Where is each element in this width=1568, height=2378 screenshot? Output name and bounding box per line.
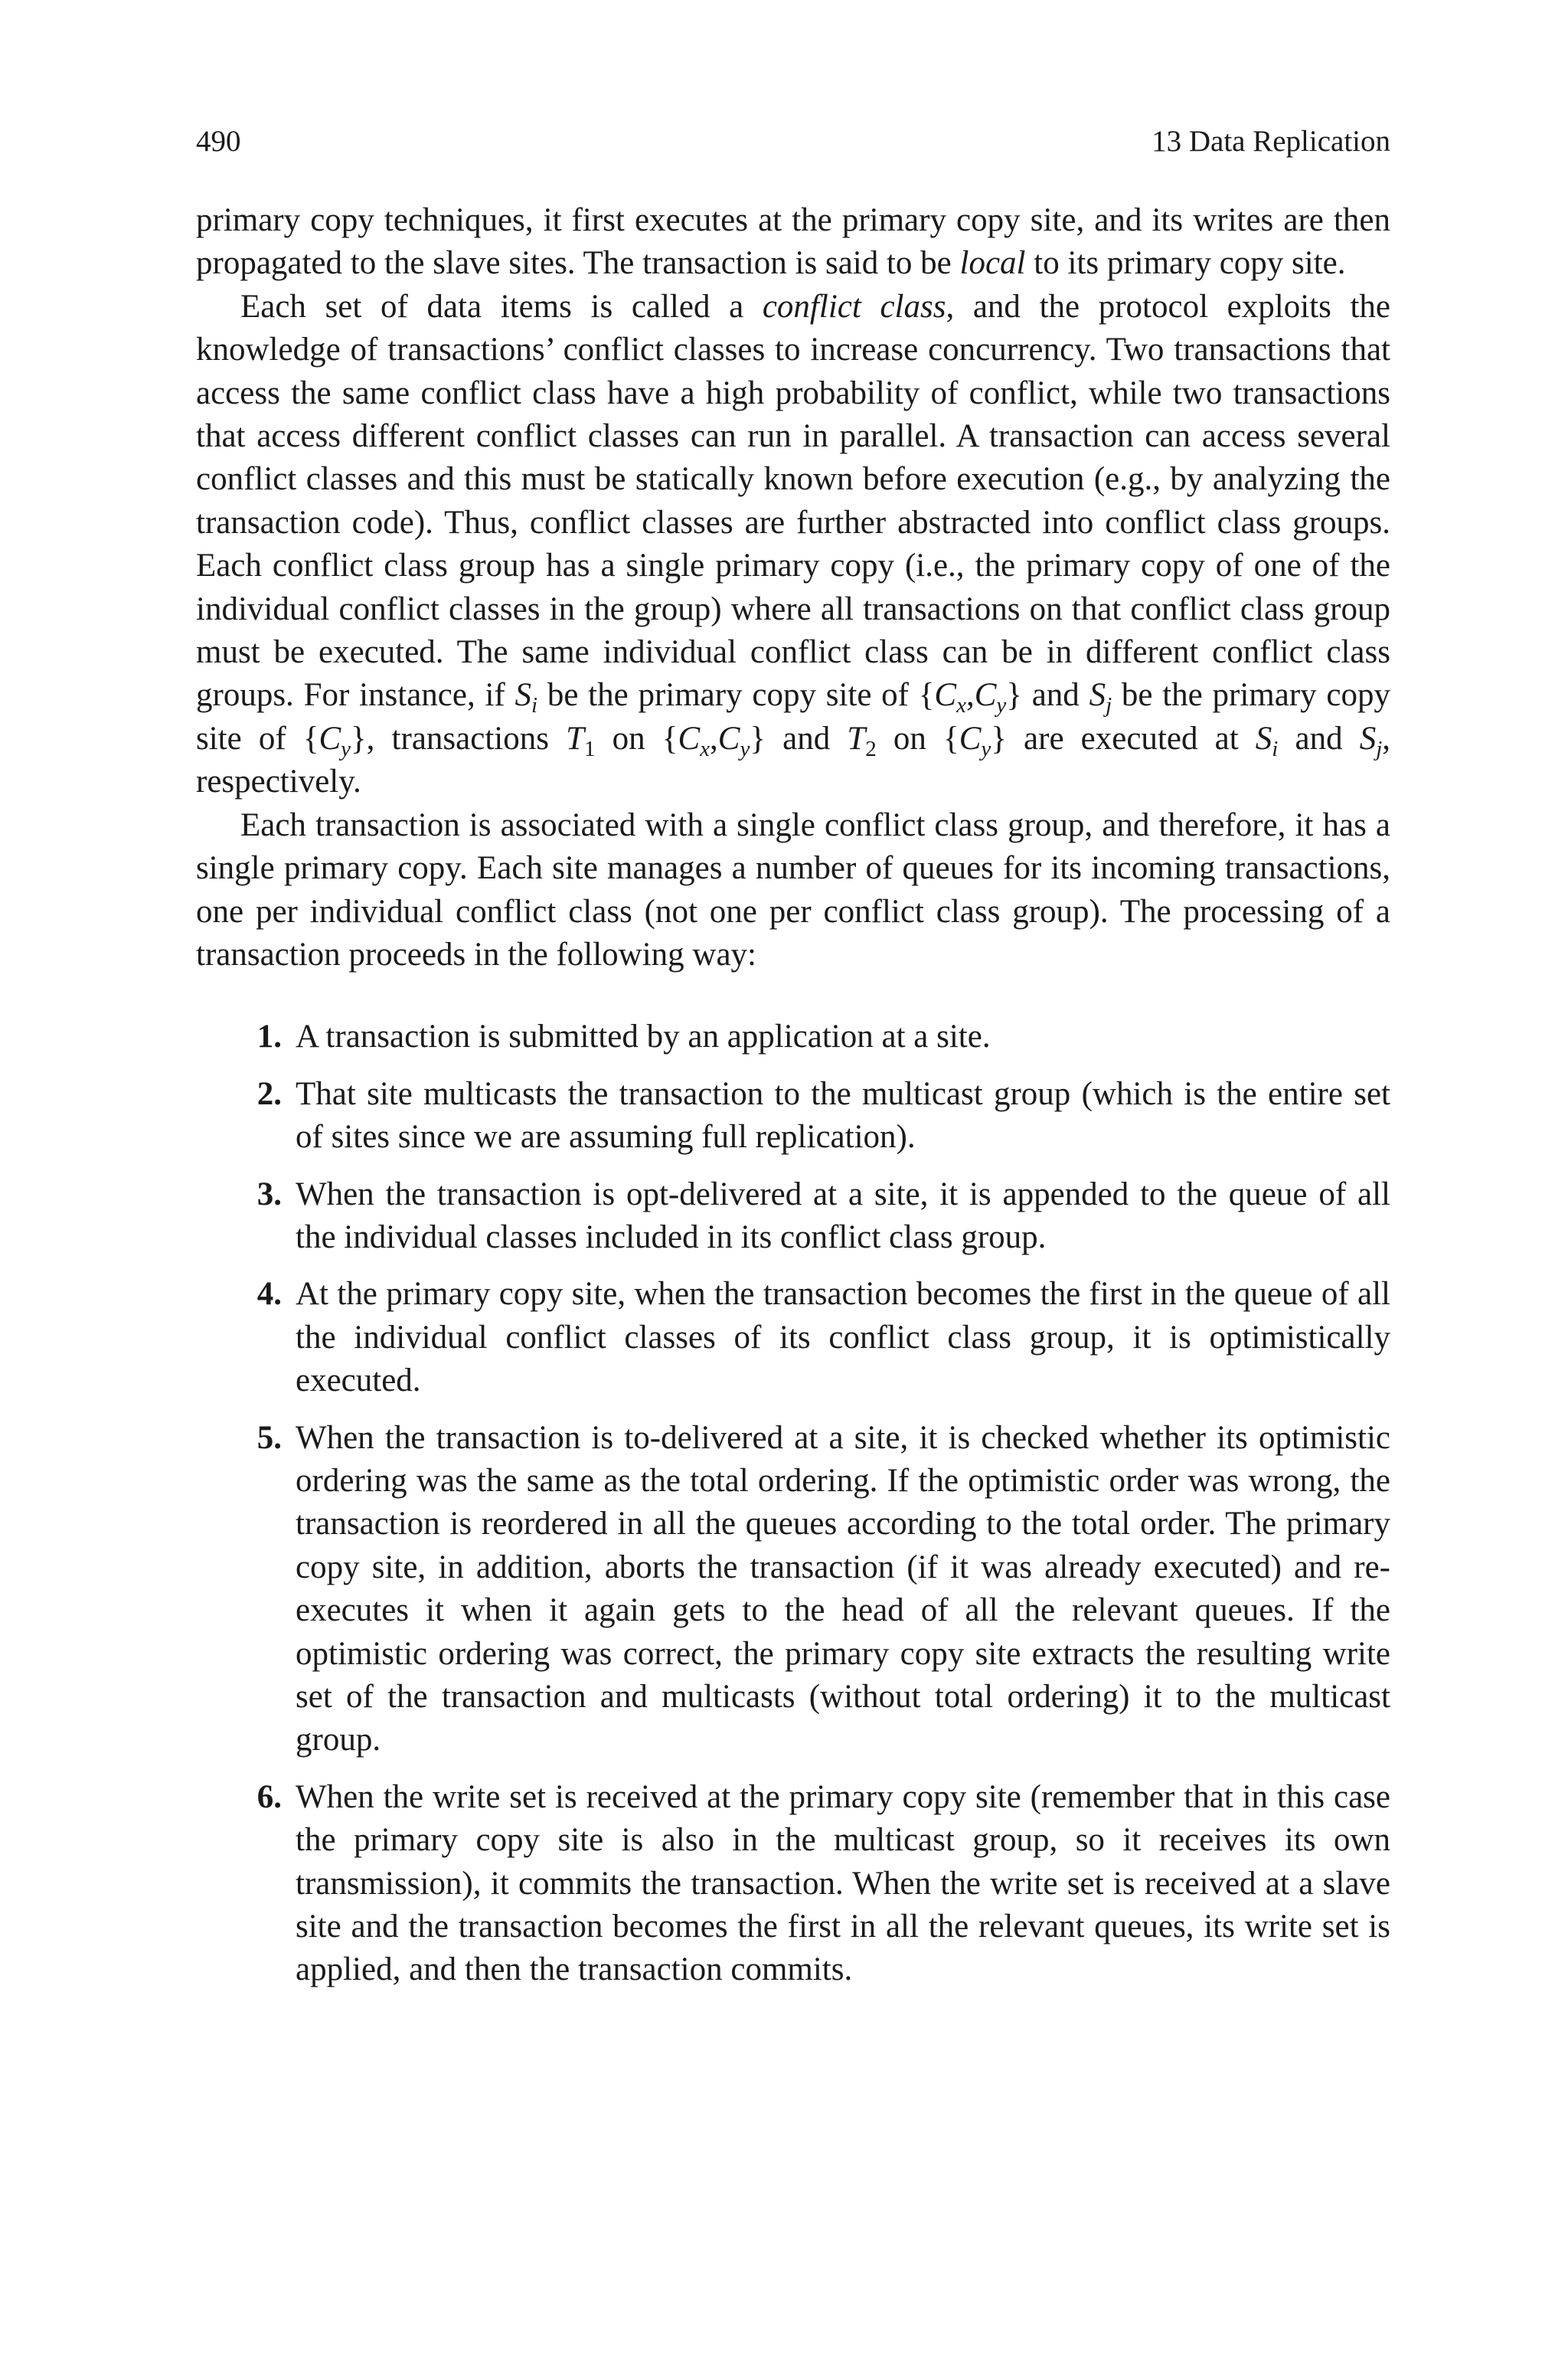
paragraph-2-text-f: }, transactions	[351, 720, 567, 757]
running-head	[196, 123, 1390, 161]
list-item	[196, 1073, 1390, 1160]
step-text: A transaction is submitted by an application at a site.	[296, 1019, 991, 1055]
math-sub-i: i	[1272, 736, 1279, 761]
paragraph-2	[196, 286, 1390, 804]
paragraph-2-text-j: } are executed at	[991, 720, 1256, 757]
math-sub-j: j	[1106, 693, 1112, 718]
paragraph-2-text-c: be the primary copy site of {	[537, 677, 935, 714]
step-text: At the primary copy site, when the transaction becomes the first in the queue of all the individual conflict classes of its conflict class group, it is optimistically executed.	[296, 1276, 1390, 1399]
paragraph-1-text-a: primary copy techniques, it first executes at the primary copy site, and its writes are then propagated to the slave sites. The transaction is said to be	[196, 202, 1390, 282]
math-site-j: S	[1089, 677, 1106, 714]
step-text: That site multicasts the transaction to the multicast group (which is the entire set of sites since we are assuming full replication).	[296, 1075, 1390, 1156]
step-number: 1.	[256, 1019, 282, 1055]
math-sub-i: i	[531, 693, 538, 718]
page-number: 490	[196, 125, 241, 158]
step-text: When the transaction is to-delivered at a site, it is checked whether its optimistic ordering was the same as the total ordering. If the optimistic order was wrong, the transaction is reordered in all the queues according to the total order. The primary copy site, in addition, aborts the transaction (if it was already executed) and re-executes it when it again gets to the head of all the relevant queues. If the optimistic ordering was correct, the primary copy site extracts the resulting write set of the transaction and multicasts (without total ordering) it to the multicast group.	[296, 1419, 1390, 1758]
list-item	[196, 1776, 1390, 1992]
math-sub-1: 1	[584, 736, 596, 761]
paragraph-1	[196, 199, 1390, 286]
math-c-y: C	[959, 720, 982, 757]
math-c-y: C	[717, 720, 740, 757]
paragraph-2-text-b: , and the protocol exploits the knowledge of transactions’ conflict classes to increase concurrency. Two transactions that access the same conflict class have a high probability of conflict, while two transactions that access different conflict classes can run in parallel. A transaction can access several conflict classes and this must be statically known before execution (e.g., by analyzing the transaction code). Thus, conflict classes are further abstracted into conflict class groups. Each conflict class group has a single primary copy (i.e., the primary copy of one of the individual conflict classes in the group) where all transactions on that conflict class group must be executed. The same individual conflict class can be in different conflict class groups. For instance, if	[196, 288, 1391, 714]
paragraph-2-text-d: } and	[1006, 677, 1089, 714]
math-comma: ,	[710, 720, 718, 757]
paragraph-2-text-l: , respectively.	[196, 720, 1391, 800]
step-number: 6.	[256, 1778, 282, 1815]
list-item	[196, 1417, 1390, 1762]
math-sub-2: 2	[865, 736, 877, 761]
math-site-i: S	[514, 677, 531, 714]
processing-steps-list	[196, 1016, 1390, 1992]
step-text: When the write set is received at the primary copy site (remember that in this case the primary copy site is also in the multicast group, so it receives its own transmission), it commits the transaction. When the write set is received at a slave site and the transaction becomes the first in all the relevant queues, its write set is applied, and then the transaction commits.	[296, 1778, 1390, 1988]
chapter-title: 13 Data Replication	[1152, 125, 1390, 158]
term-local: local	[959, 245, 1026, 282]
list-item	[196, 1273, 1390, 1402]
step-number: 4.	[256, 1276, 282, 1313]
step-number: 5.	[256, 1419, 282, 1456]
math-sub-y: y	[740, 736, 750, 761]
math-sub-y: y	[341, 736, 351, 761]
math-site-j: S	[1359, 720, 1377, 757]
list-item	[196, 1173, 1390, 1260]
math-sub-j: j	[1376, 736, 1383, 761]
math-t-2: T	[847, 720, 866, 757]
math-c-x: C	[678, 720, 701, 757]
paragraph-2-text-a: Each set of data items is called a	[240, 288, 763, 325]
list-item	[196, 1016, 1390, 1058]
math-c-y: C	[318, 720, 341, 757]
paragraph-2-text-i: on {	[876, 720, 959, 757]
paragraph-3: Each transaction is associated with a single conflict class group, and therefore, it has a single primary copy. Each site manages a number of queues for its incoming transactions, one per individual conflict class (not one per conflict class group). The processing of a transaction proceeds in the following way:	[196, 806, 1390, 973]
step-text: When the transaction is opt-delivered at a site, it is appended to the queue of all the individual classes included in its conflict class group.	[296, 1176, 1390, 1255]
math-sub-y: y	[981, 736, 991, 761]
math-t-1: T	[566, 720, 585, 757]
step-number: 2.	[256, 1075, 282, 1112]
math-sub-y: y	[996, 693, 1007, 718]
math-site-i: S	[1255, 720, 1272, 757]
paragraph-2-text-k: and	[1278, 720, 1360, 757]
paragraph-2-text-h: } and	[750, 720, 848, 757]
paragraph-2-text-g: on {	[595, 720, 678, 757]
step-number: 3.	[256, 1176, 282, 1212]
paragraph-1-text-b: to its primary copy site.	[1025, 245, 1346, 282]
math-c-y: C	[974, 677, 997, 714]
body-text	[196, 199, 1390, 2006]
math-comma: ,	[965, 677, 975, 714]
term-conflict-class: conflict class	[762, 288, 946, 325]
paragraph-2-text-e: be the primary copy site of {	[196, 677, 1391, 757]
math-sub-x: x	[956, 693, 966, 718]
math-c-x: C	[934, 677, 957, 714]
math-sub-x: x	[700, 736, 710, 761]
